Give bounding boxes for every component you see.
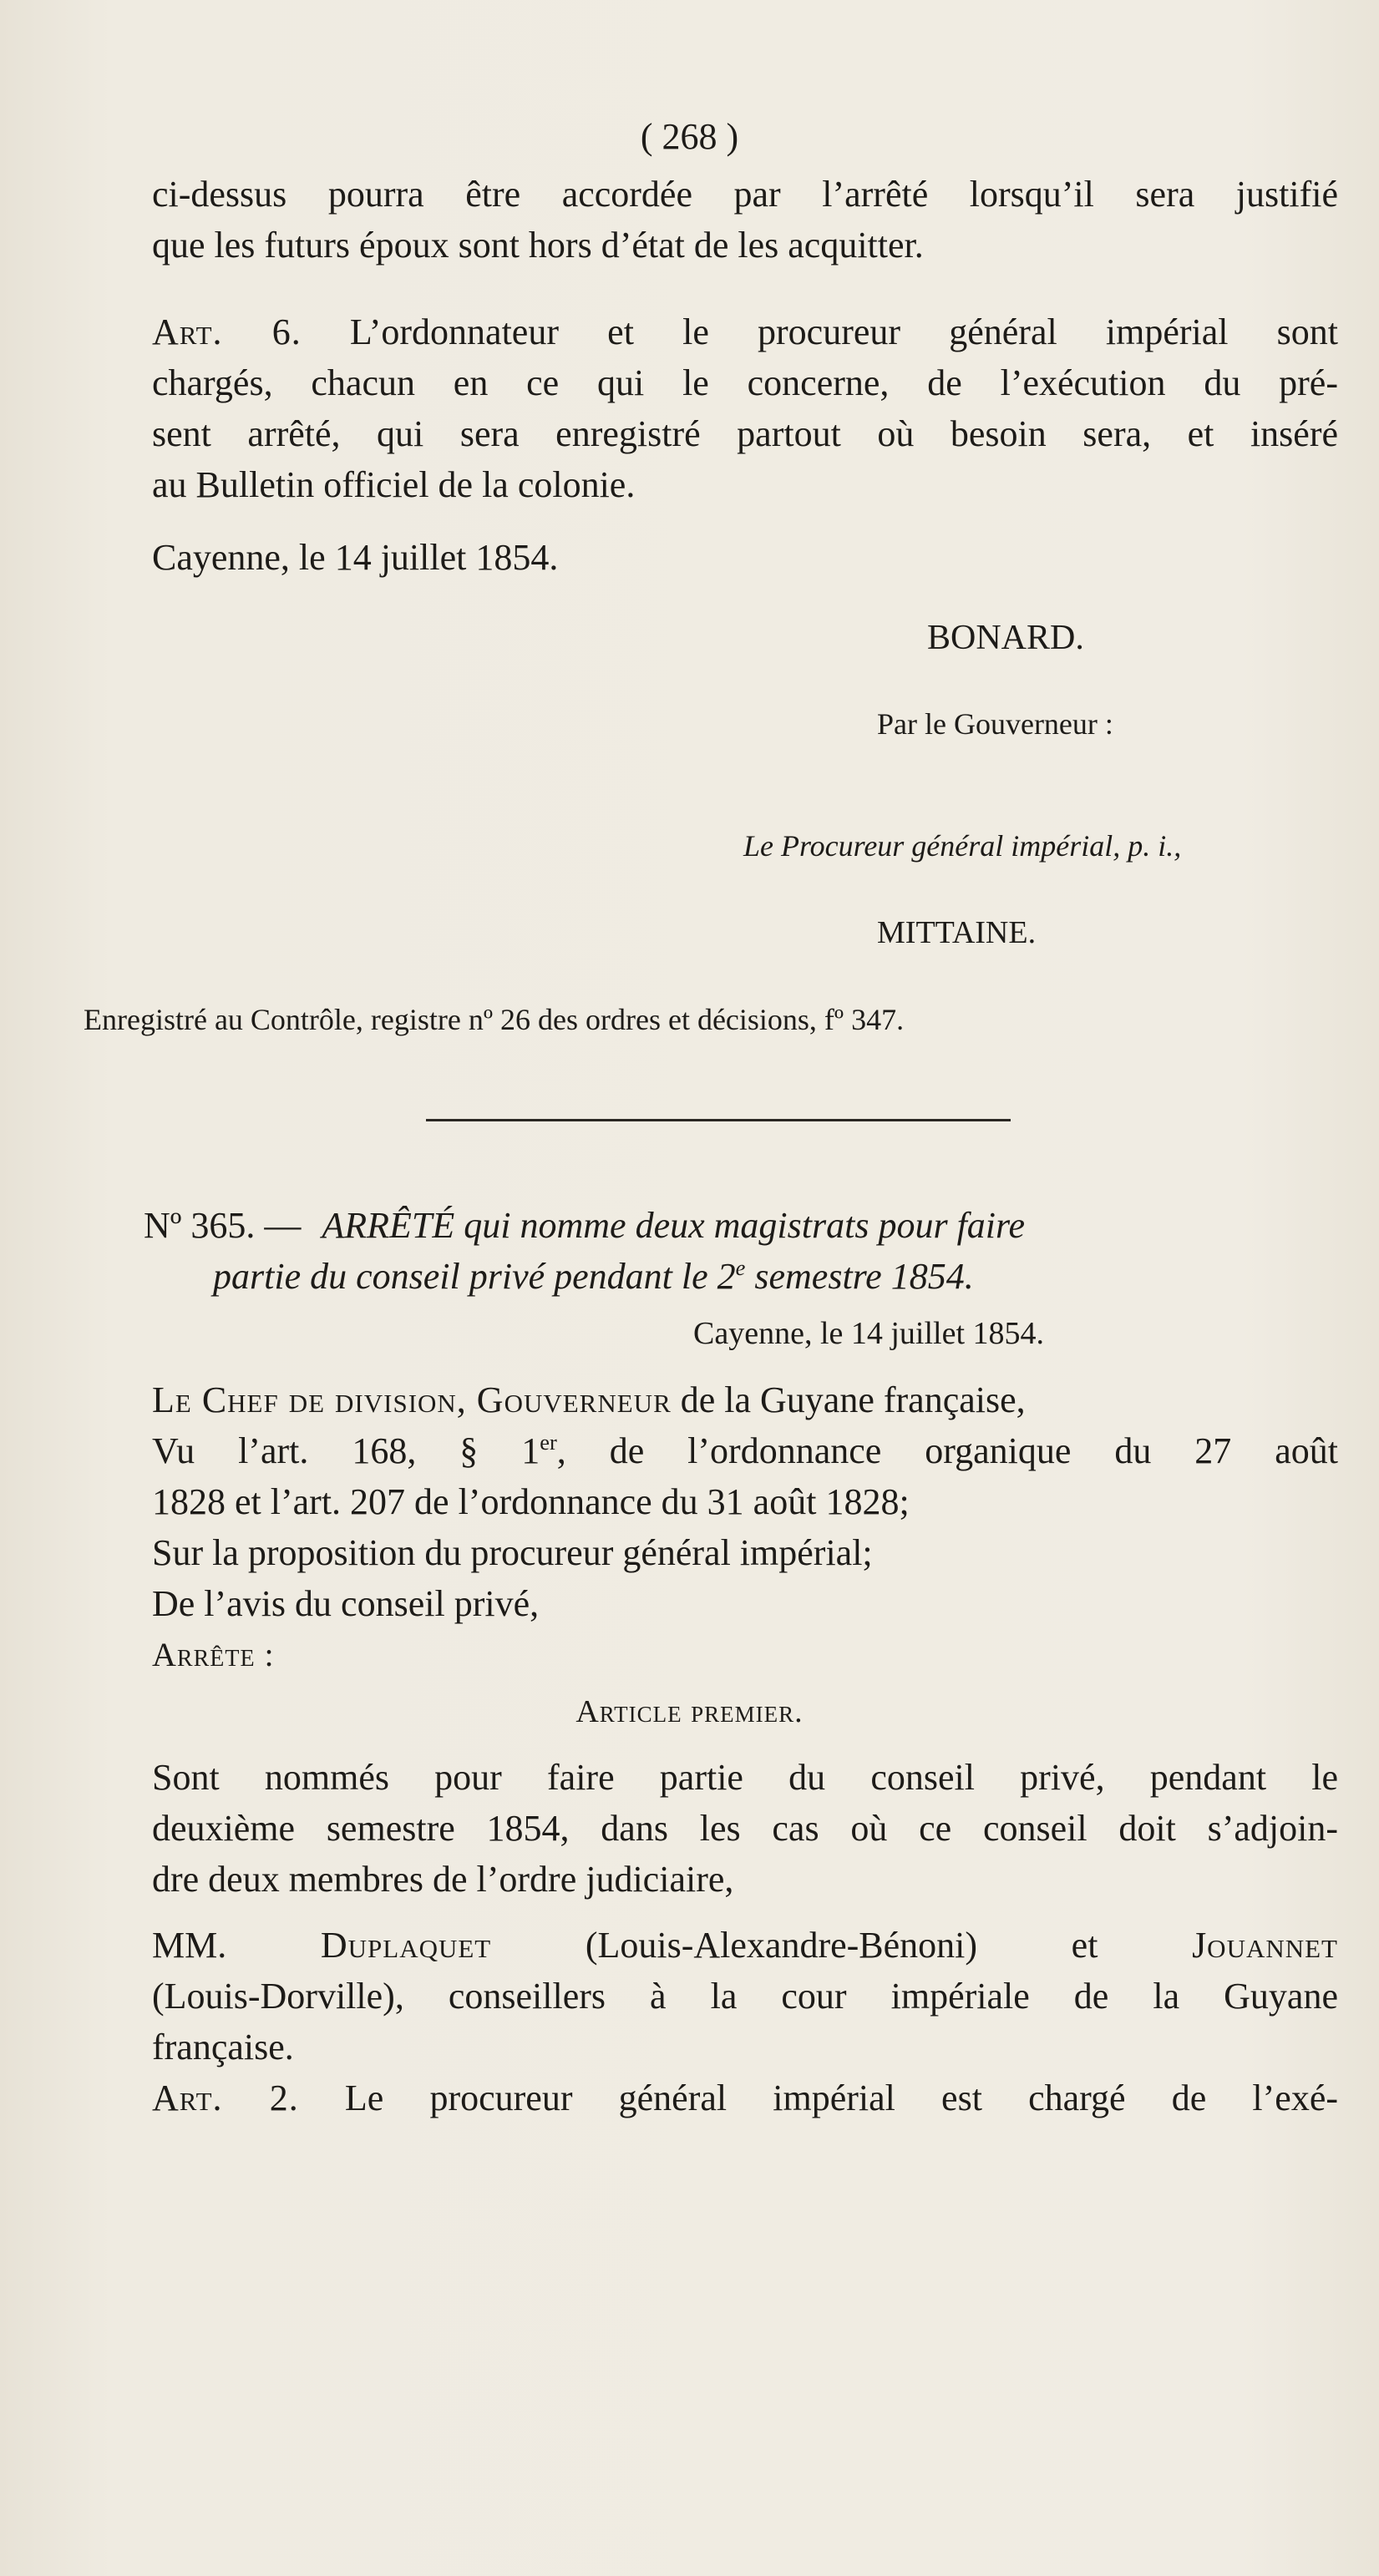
- avis-line: De l’avis du conseil privé,: [152, 1583, 540, 1624]
- sur-line: Sur la proposition du procureur général impérial;: [152, 1532, 873, 1573]
- decree-date: Cayenne, le 14 juillet 1854.: [693, 1316, 1045, 1351]
- decree-title-2-sup: e: [735, 1255, 746, 1281]
- arrete-line: Arrête :: [152, 1636, 275, 1673]
- par-le-gouverneur: Par le Gouverneur :: [877, 707, 1113, 741]
- article1-line-2: deuxième semestre 1854, dans les cas où ce conseil doit s’adjoin-: [152, 1808, 1338, 1849]
- article-2-text: Le procureur général impérial est chargé de l’exé-: [344, 2078, 1339, 2118]
- mm-mid: (Louis-Alexandre-Bénoni) et: [491, 1925, 1193, 1966]
- mm-line-1: [152, 1922, 1338, 1969]
- line-5: sent arrêté, qui sera enregistré partout où besoin sera, et inséré: [152, 413, 1338, 454]
- article1-line-1: Sont nommés pour faire partie du conseil privé, pendant le: [152, 1757, 1338, 1798]
- decree-heading-1: [144, 1202, 1025, 1249]
- vu-sup: er: [540, 1430, 557, 1455]
- vu-1b: , de l’ordonnance organique du 27 août: [556, 1430, 1339, 1471]
- line-6: au Bulletin officiel de la colonie.: [152, 464, 636, 505]
- page-number: ( 268 ): [640, 116, 739, 157]
- article1-line-3: dre deux membres de l’ordre judiciaire,: [152, 1859, 734, 1900]
- decree-number: Nº 365. —: [144, 1205, 302, 1246]
- mm-line-2: (Louis-Dorville), conseillers à la cour impériale de la Guyane: [152, 1976, 1338, 2017]
- article-6-text: L’ordonnateur et le procureur général impérial sont: [349, 311, 1339, 352]
- mm-name-2: Jouannet: [1192, 1925, 1338, 1966]
- mm-prefix: MM.: [152, 1925, 321, 1966]
- article-premier-heading: Article premier.: [575, 1694, 804, 1729]
- signature-procureur: MITTAINE.: [877, 915, 1037, 950]
- issuer-line: [152, 1377, 1026, 1424]
- registration-note: Enregistré au Contrôle, registre nº 26 des ordres et décisions, fº 347.: [84, 1003, 905, 1036]
- line-2: que les futurs époux sont hors d’état de les acquitter.: [152, 225, 924, 266]
- vu-line-2: 1828 et l’art. 207 de l’ordonnance du 31 août 1828;: [152, 1481, 910, 1522]
- article-2-label: Art. 2.: [152, 2078, 299, 2118]
- decree-title-1: ARRÊTÉ qui nomme deux magistrats pour faire: [322, 1205, 1026, 1246]
- signature-governor: BONARD.: [927, 619, 1084, 657]
- article-6-label: Art. 6.: [152, 311, 302, 352]
- section-divider: [426, 1119, 1011, 1121]
- procureur-title: Le Procureur général impérial, p. i.,: [743, 829, 1182, 863]
- line-7-date: Cayenne, le 14 juillet 1854.: [152, 537, 559, 578]
- article-6-line: [152, 309, 1338, 356]
- mm-line-3: française.: [152, 2027, 294, 2067]
- vu-1a: Vu l’art. 168, § 1: [152, 1430, 540, 1471]
- issuer-rest: de la Guyane française,: [671, 1379, 1026, 1420]
- vu-line-1: [152, 1428, 1338, 1475]
- mm-name-1: Duplaquet: [320, 1925, 492, 1966]
- line-4: chargés, chacun en ce qui le concerne, de l’exécution du pré-: [152, 362, 1338, 403]
- line-1: ci-dessus pourra être accordée par l’arrêté lorsqu’il sera justifié: [152, 174, 1338, 215]
- issuer-sc: Le Chef de division, Gouverneur: [152, 1379, 672, 1420]
- article-2-line: [152, 2075, 1338, 2122]
- decree-title-2b: semestre 1854.: [745, 1256, 974, 1297]
- decree-title-2a: partie du conseil privé pendant le 2: [213, 1256, 736, 1297]
- decree-heading-2: [213, 1253, 974, 1300]
